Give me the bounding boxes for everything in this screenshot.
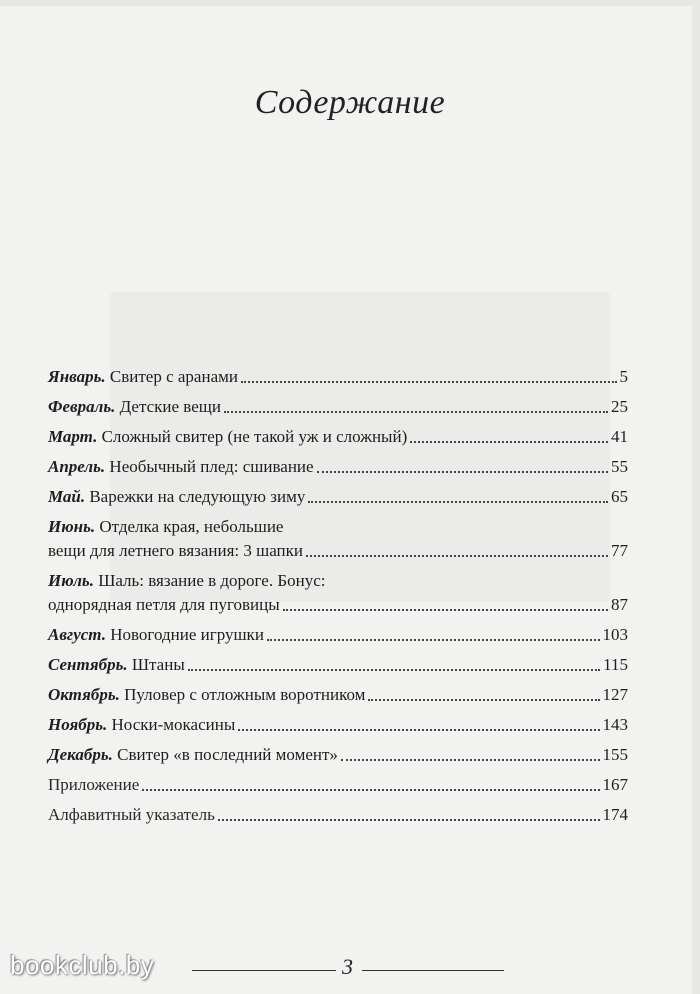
- leader-dots: [218, 819, 600, 821]
- toc-entry-title: Январь. Свитер с аранами: [48, 367, 238, 386]
- toc-entry-index[interactable]: [48, 803, 628, 827]
- leader-dots: [410, 441, 608, 443]
- toc-entry-title: Июль. Шаль: вязание в дороге. Бонус:: [48, 571, 326, 590]
- toc-entry-april[interactable]: [48, 455, 628, 479]
- toc-entry-may[interactable]: [48, 485, 628, 509]
- toc-page-number: 41: [611, 427, 628, 446]
- toc-page-number: 127: [602, 685, 628, 704]
- leader-dots: [224, 411, 608, 413]
- leader-dots: [317, 471, 608, 473]
- toc-page-number: 55: [611, 457, 628, 476]
- toc-page-number: 143: [602, 715, 628, 734]
- toc-entry-title: Май. Варежки на следующую зиму: [48, 487, 306, 506]
- toc-entry-title: Август. Новогодние игрушки: [48, 625, 264, 644]
- toc-page-number: 65: [611, 487, 628, 506]
- watermark: bookclub.by: [10, 950, 155, 980]
- leader-dots: [241, 381, 617, 383]
- toc-page-number: 174: [602, 805, 628, 824]
- leader-dots: [142, 789, 599, 791]
- leader-dots: [308, 501, 608, 503]
- toc-entry-title: Ноябрь. Носки-мокасины: [48, 715, 236, 734]
- leader-dots: [341, 759, 600, 761]
- toc-entry-title-continued: вещи для летнего вязания: 3 шапки: [48, 541, 303, 560]
- toc-entry-october[interactable]: [48, 683, 628, 707]
- toc-page-number: 167: [602, 775, 628, 794]
- toc-entry-title: Октябрь. Пуловер с отложным воротником: [48, 685, 366, 704]
- toc-entry-title: Приложение: [48, 775, 140, 794]
- toc-entry-august[interactable]: [48, 623, 628, 647]
- toc-page-number: 77: [611, 541, 628, 560]
- toc-entry-september[interactable]: [48, 653, 628, 677]
- toc-entry-march[interactable]: [48, 425, 628, 449]
- footer-rule-right: [362, 970, 504, 971]
- page-edge: [0, 0, 700, 6]
- toc-page-number: 25: [611, 397, 628, 416]
- leader-dots: [283, 609, 608, 611]
- toc-page-number: 115: [603, 655, 628, 674]
- toc-page-number: 87: [611, 595, 628, 614]
- toc-entry-title: Март. Сложный свитер (не такой уж и сложный): [48, 427, 408, 446]
- toc-entry-title: Февраль. Детские вещи: [48, 397, 221, 416]
- toc-entry-title: Декабрь. Свитер «в последний момент»: [48, 745, 338, 764]
- leader-dots: [188, 669, 600, 671]
- leader-dots: [306, 555, 608, 557]
- toc-entry-title: Алфавитный указатель: [48, 805, 215, 824]
- toc-entry-title: Сентябрь. Штаны: [48, 655, 185, 674]
- footer-rule-left: [192, 970, 336, 971]
- toc-entry-july[interactable]: [48, 569, 628, 617]
- toc-page-number: 5: [619, 367, 628, 386]
- toc-entry-january[interactable]: [48, 365, 628, 389]
- leader-dots: [238, 729, 599, 731]
- toc-page-number: 103: [602, 625, 628, 644]
- toc-entry-february[interactable]: [48, 395, 628, 419]
- toc-entry-november[interactable]: [48, 713, 628, 737]
- footer-page-number: 3: [342, 954, 353, 979]
- toc-entry-june[interactable]: [48, 515, 628, 563]
- leader-dots: [368, 699, 599, 701]
- toc-entry-title-continued: однорядная петля для пуговицы: [48, 595, 280, 614]
- toc-entry-december[interactable]: [48, 743, 628, 767]
- page-title: Содержание: [254, 84, 446, 121]
- toc-entry-title: Июнь. Отделка края, небольшие: [48, 517, 284, 536]
- toc-entry-title: Апрель. Необычный плед: сшивание: [48, 457, 314, 476]
- toc-entry-appendix[interactable]: [48, 773, 628, 797]
- leader-dots: [267, 639, 600, 641]
- toc-page-number: 155: [602, 745, 628, 764]
- page-edge-right: [692, 0, 700, 994]
- table-of-contents: [48, 365, 628, 833]
